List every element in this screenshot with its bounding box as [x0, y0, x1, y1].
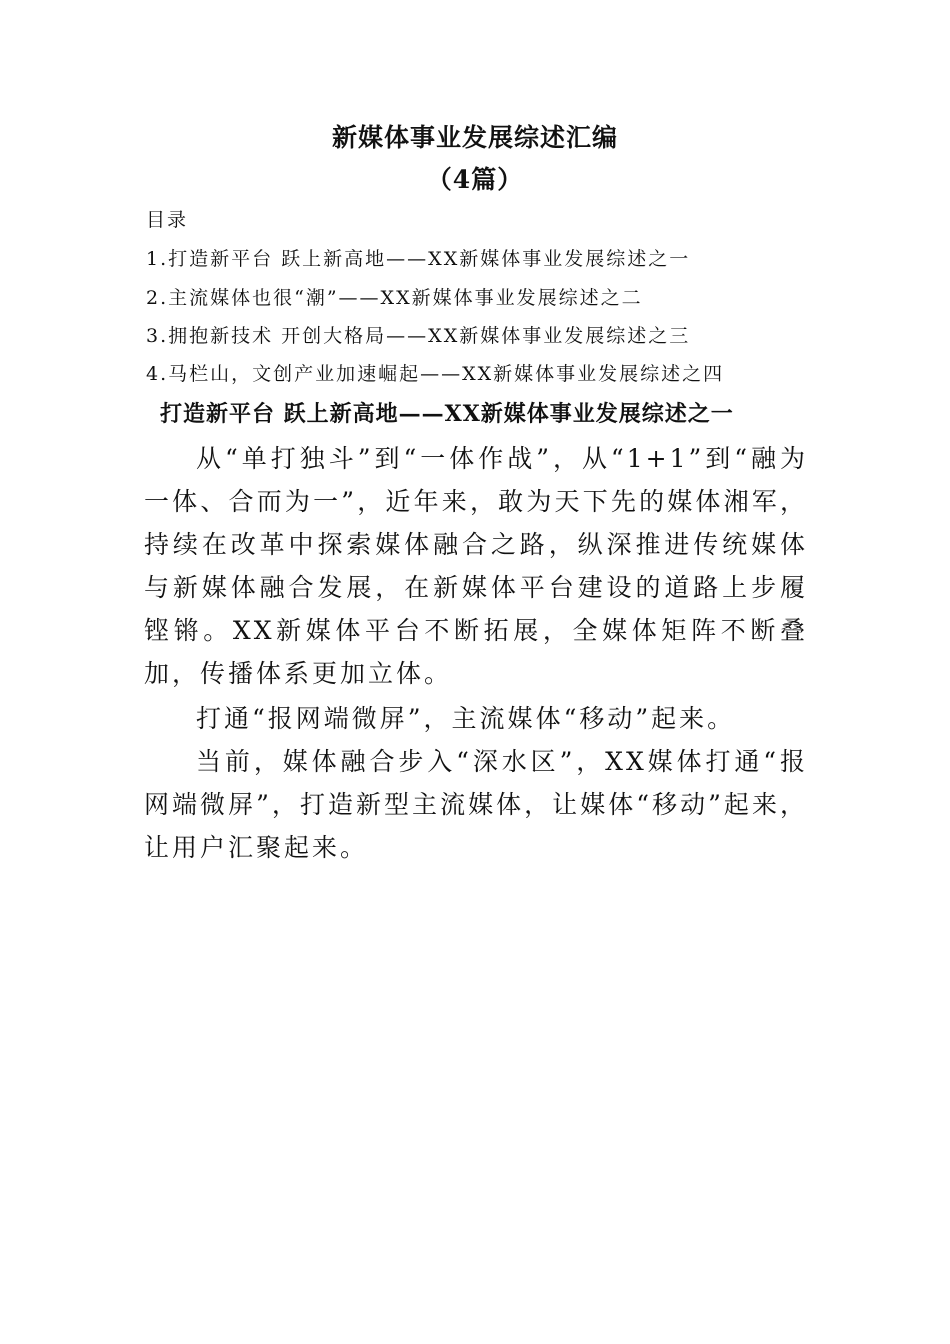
toc-item-1: 1.打造新平台 跃上新高地——XX新媒体事业发展综述之一	[146, 248, 691, 270]
toc-item-4: 4.马栏山，文创产业加速崛起——XX新媒体事业发展综述之四	[146, 363, 725, 385]
toc-heading: 目录	[146, 209, 189, 231]
toc-item-2: 2.主流媒体也很“潮”——XX新媒体事业发展综述之二	[146, 287, 643, 309]
document-title: 新媒体事业发展综述汇编	[331, 123, 618, 152]
body-paragraph-2: 打通“报网端微屏”，主流媒体“移动”起来。	[196, 704, 736, 733]
section-heading: 打造新平台 跃上新高地——XX新媒体事业发展综述之一	[160, 401, 734, 427]
body-paragraph-3: 当前，媒体融合步入“深水区”，XX媒体打通“报网端微屏”，打造新型主流媒体，让媒体“移动”起来，让用户汇聚起来。	[144, 747, 808, 862]
body-paragraph-1: 从“单打独斗”到“一体作战”，从“1+1”到“融为一体、合而为一”，近年来，敢为天下先的媒体湘军，持续在改革中探索媒体融合之路，纵深推进传统媒体与新媒体融合发展，在新媒体平台建设的道路上步履铿锵。XX新媒体平台不断拓展，全媒体矩阵不断叠加，传播体系更加立体。	[144, 444, 808, 688]
document-subtitle: （4篇）	[426, 165, 524, 194]
toc-item-3: 3.拥抱新技术 开创大格局——XX新媒体事业发展综述之三	[146, 325, 691, 347]
